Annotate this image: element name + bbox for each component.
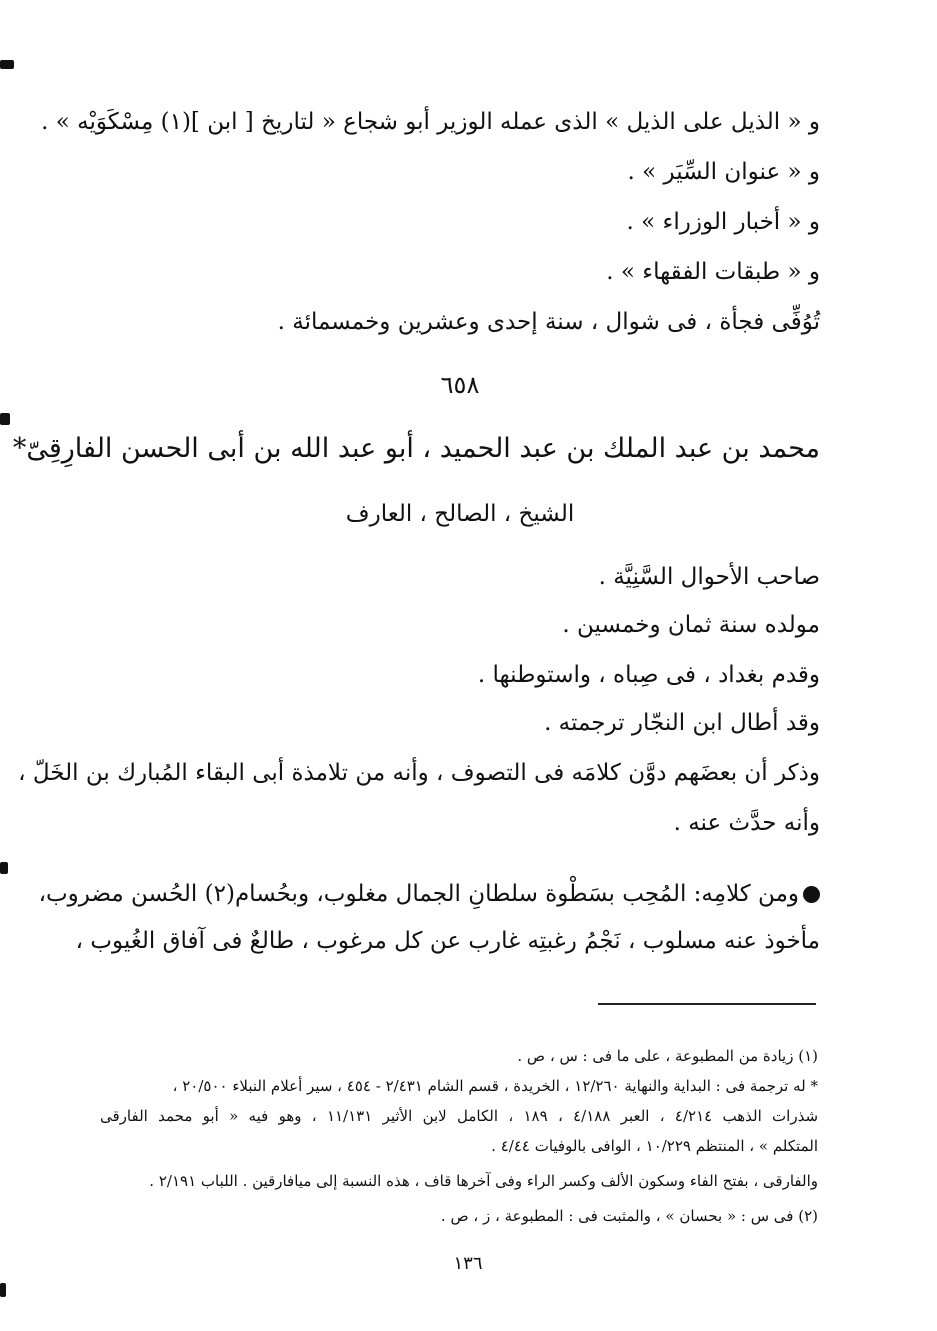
quote-text: ومن كلامِه: المُحِب بسَطْوة سلطانِ الجمال مغلوب، وبحُسام(٢) الحُسن مضروب، [38, 881, 799, 907]
scan-edge-mark [0, 1283, 6, 1297]
text-line: و « أخبار الوزراء » . [626, 209, 820, 235]
entry-number: ٦٥٨ [440, 371, 480, 399]
footnote: شذرات الذهب ٤/٢١٤ ، العبر ٤/١٨٨ ، ١٨٩ ، الكامل لابن الأثير ١١/١٣١ ، وهو فيه « أبو محمد الفارقى [100, 1107, 819, 1125]
footnote-separator [598, 1003, 816, 1005]
bullet-icon [803, 886, 820, 903]
footnote: (١) زيادة من المطبوعة ، على ما فى : س ، ص . [517, 1047, 818, 1065]
footnote: (٢) فى س : « بحسان » ، والمثبت فى : المطبوعة ، ز ، ص . [440, 1207, 818, 1225]
scan-edge-mark [0, 60, 14, 69]
text-line: و « طبقات الفقهاء » . [606, 259, 820, 285]
quote-line: مأخوذ عنه مسلوب ، نَجْمُ رغبتِه غارب عن كل مرغوب ، طالعٌ فى آفاق الغُيوب ، [75, 928, 820, 954]
quote-line [38, 877, 820, 911]
text-line: تُوُفِّى فجأة ، فى شوال ، سنة إحدى وعشرين وخمسمائة . [277, 309, 820, 335]
scan-edge-mark [0, 862, 8, 874]
footnote: والفارقى ، بفتح الفاء وسكون الألف وكسر الراء وفى آخرها قاف ، هذه النسبة إلى ميافارقين . اللباب ٢/١٩١ . [149, 1172, 818, 1190]
text-line: وقد أطال ابن النجّار ترجمته . [544, 710, 820, 736]
text-line: و « الذيل على الذيل » الذى عمله الوزير أبو شجاع « لتاريخ [ ابن ](١) مِسْكَوَيْه » . [41, 109, 820, 135]
scan-edge-mark [0, 413, 10, 425]
text-line: وذكر أن بعضَهم دوَّن كلامَه فى التصوف ، وأنه من تلامذة أبى البقاء المُبارك بن الخَلّ ، [18, 760, 820, 786]
entry-title: محمد بن عبد الملك بن عبد الحميد ، أبو عبد الله بن أبى الحسن الفارِقِىّ* [12, 433, 820, 464]
text-line: و « عنوان السِّيَر » . [627, 159, 820, 185]
text-line: صاحب الأحوال السَّنِيَّة . [598, 564, 820, 590]
text-line: وأنه حدَّث عنه . [673, 810, 820, 836]
footnote: المتكلم » ، المنتظم ١٠/٢٢٩ ، الوافى بالوفيات ٤/٤٤ . [491, 1137, 818, 1155]
page-number: ١٣٦ [453, 1253, 483, 1274]
text-line: وقدم بغداد ، فى صِباه ، واستوطنها . [477, 662, 820, 688]
text-line: مولده سنة ثمان وخمسين . [562, 612, 820, 638]
entry-subtitle: الشيخ ، الصالح ، العارف [345, 501, 575, 527]
footnote: * له ترجمة فى : البداية والنهاية ١٢/٢٦٠ ، الخريدة ، قسم الشام ٢/٤٣١ - ٤٥٤ ، سير أعلام النبلاء ٢٠/٥٠٠ ، [172, 1077, 818, 1095]
